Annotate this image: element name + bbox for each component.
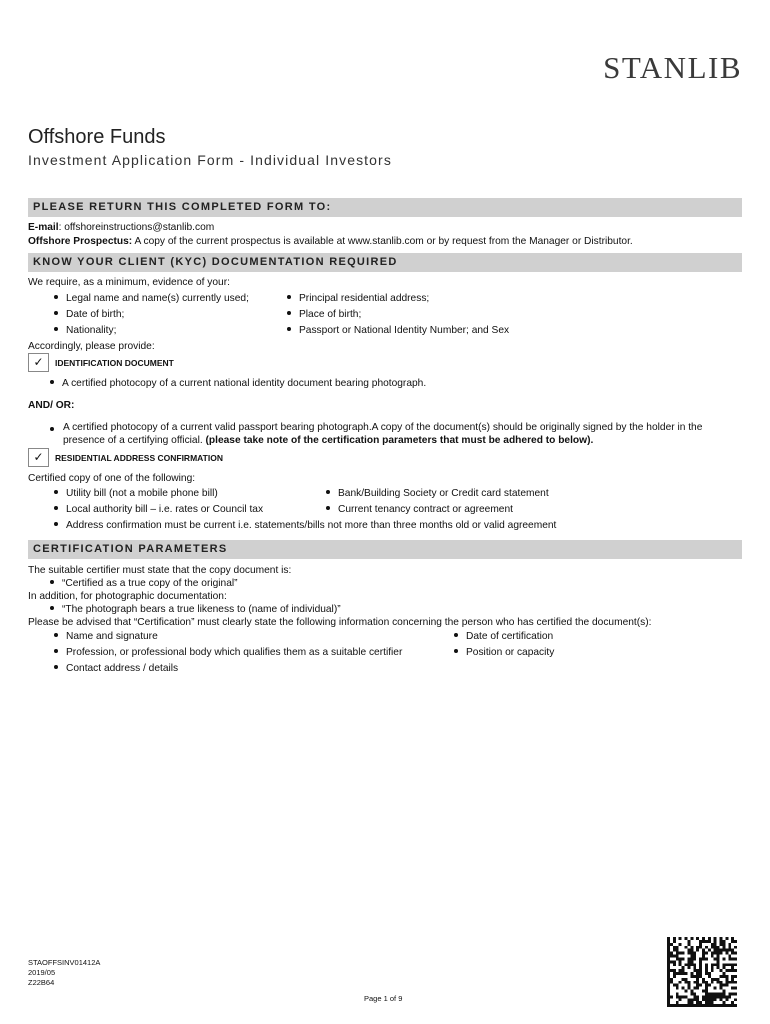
return-heading: PLEASE RETURN THIS COMPLETED FORM TO: xyxy=(28,198,742,217)
list-item: “Certified as a true copy of the original” xyxy=(50,577,238,590)
and-or-text: AND/ OR: xyxy=(28,400,75,411)
list-item: Passport or National Identity Number; and Sex xyxy=(287,324,509,337)
cert-line-2: In addition, for photographic documentation: xyxy=(28,591,227,602)
list-item: Contact address / details xyxy=(54,662,178,675)
residential-title: RESIDENTIAL ADDRESS CONFIRMATION xyxy=(55,453,223,463)
list-item: Date of birth; xyxy=(54,308,124,321)
list-item: A certified photocopy of a current national identity document bearing photograph. xyxy=(50,377,426,390)
list-item: Position or capacity xyxy=(454,646,554,659)
list-item: Legal name and name(s) currently used; xyxy=(54,292,249,305)
list-item: Current tenancy contract or agreement xyxy=(326,503,513,516)
list-item: Profession, or professional body which qualifies them as a suitable certifier xyxy=(54,646,402,659)
list-item: “The photograph bears a true likeness to (name of individual)” xyxy=(50,603,341,616)
stanlib-logo: STANLIB xyxy=(603,50,742,85)
list-item: Utility bill (not a mobile phone bill) xyxy=(54,487,218,500)
list-item: Address confirmation must be current i.e. statements/bills not more than three months old or valid agreement xyxy=(54,519,556,532)
email-label: E-mail xyxy=(28,222,59,233)
list-item: Local authority bill – i.e. rates or Council tax xyxy=(54,503,263,516)
list-item: Name and signature xyxy=(54,630,158,643)
passport-dot xyxy=(50,421,62,439)
prospectus-line xyxy=(28,235,633,248)
prospectus-label: Offshore Prospectus: xyxy=(28,236,133,247)
list-item: Place of birth; xyxy=(287,308,361,321)
accordingly-text: Accordingly, please provide: xyxy=(28,341,155,352)
certified-copy-text: Certified copy of one of the following: xyxy=(28,473,196,484)
list-item: Date of certification xyxy=(454,630,553,643)
form-ref: Z22B64 xyxy=(28,978,55,987)
form-code: STAOFFSINV01412A xyxy=(28,958,101,967)
prospectus-value: A copy of the current prospectus is available at www.stanlib.com or by request from the Manager or Distributor. xyxy=(132,236,633,247)
list-item: Nationality; xyxy=(54,324,116,337)
list-item: Bank/Building Society or Credit card statement xyxy=(326,487,549,500)
residential-checkbox[interactable]: ✓ xyxy=(28,448,49,467)
page-subtitle: Investment Application Form - Individual Investors xyxy=(28,152,392,168)
page-number: Page 1 of 9 xyxy=(364,994,403,1003)
kyc-intro: We require, as a minimum, evidence of your: xyxy=(28,277,230,288)
id-document-checkbox[interactable]: ✓ xyxy=(28,353,49,372)
page-title: Offshore Funds xyxy=(28,126,166,148)
cert-line-1: The suitable certifier must state that the copy document is: xyxy=(28,565,292,576)
datamatrix-barcode-icon xyxy=(666,937,738,1007)
email-line xyxy=(28,221,214,234)
cert-line-3: Please be advised that “Certification” must clearly state the following information concerning the person who has certified the document(s): xyxy=(28,617,652,628)
form-date: 2019/05 xyxy=(28,968,56,977)
certification-heading: CERTIFICATION PARAMETERS xyxy=(28,540,742,559)
id-document-title: IDENTIFICATION DOCUMENT xyxy=(55,358,174,368)
list-item: Principal residential address; xyxy=(287,292,429,305)
passport-item: A certified photocopy of a current valid passport bearing photograph.A copy of the document(s) should be originally signed by the holder in the presence of a certifying official. (please take note of the certification parameters that must be adhered to below). xyxy=(63,422,703,446)
email-value: : offshoreinstructions@stanlib.com xyxy=(58,222,215,233)
kyc-heading: KNOW YOUR CLIENT (KYC) DOCUMENTATION REQUIRED xyxy=(28,253,742,272)
